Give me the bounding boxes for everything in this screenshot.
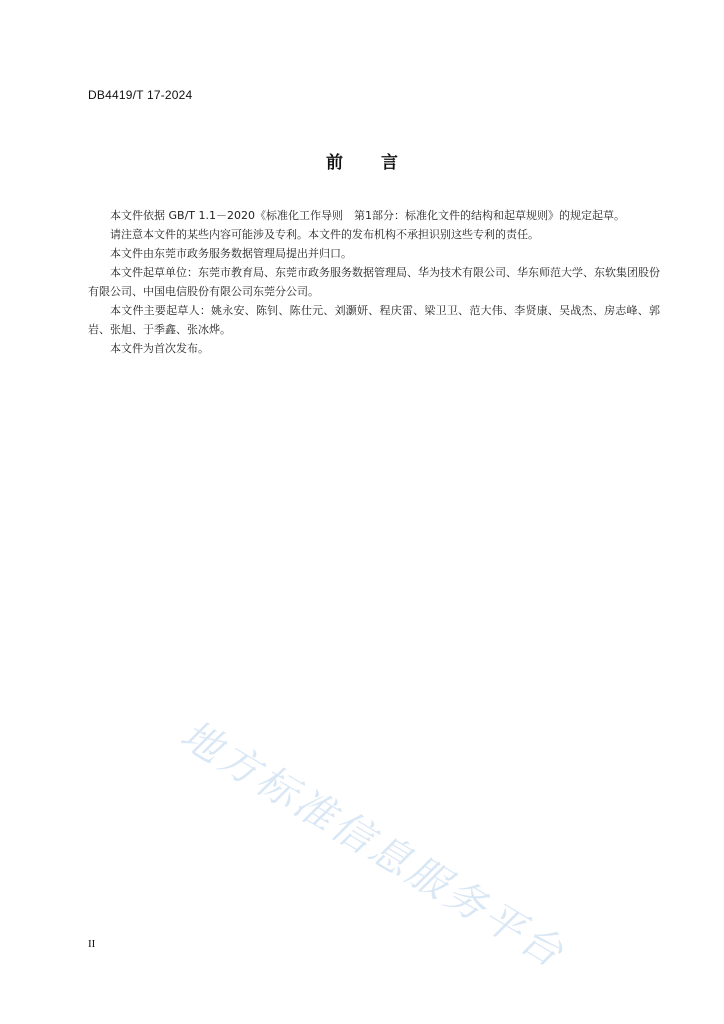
- paragraph-drafters: 本文件主要起草人：姚永安、陈钊、陈仕元、刘灏妍、程庆雷、梁卫卫、范大伟、李贤康、吴战杰、房志峰、郭岩、张旭、于季鑫、张冰烨。: [88, 304, 660, 336]
- paragraph-proposer: 本文件由东莞市政务服务数据管理局提出并归口。: [110, 247, 352, 260]
- paragraph-drafting-basis: 本文件依据 GB/T 1.1－2020《标准化工作导则 第1部分：标准化文件的结构和起草规则》的规定起草。: [110, 209, 625, 222]
- page-number: II: [88, 938, 96, 950]
- section-title-char-2: 言: [381, 153, 398, 173]
- document-code: DB4419/T 17-2024: [88, 88, 193, 102]
- watermark: 地方标准信息服务平台: [172, 711, 574, 978]
- foreword-body: [88, 206, 660, 358]
- section-title-char-1: 前: [326, 153, 343, 173]
- section-title: [0, 148, 724, 173]
- paragraph-patent-notice: 请注意本文件的某些内容可能涉及专利。本文件的发布机构不承担识别这些专利的责任。: [110, 228, 539, 241]
- paragraph-drafting-units: 本文件起草单位：东莞市教育局、东莞市政务服务数据管理局、华为技术有限公司、华东师范大学、东软集团股份有限公司、中国电信股份有限公司东莞分公司。: [88, 266, 660, 298]
- paragraph-first-release: 本文件为首次发布。: [110, 342, 209, 355]
